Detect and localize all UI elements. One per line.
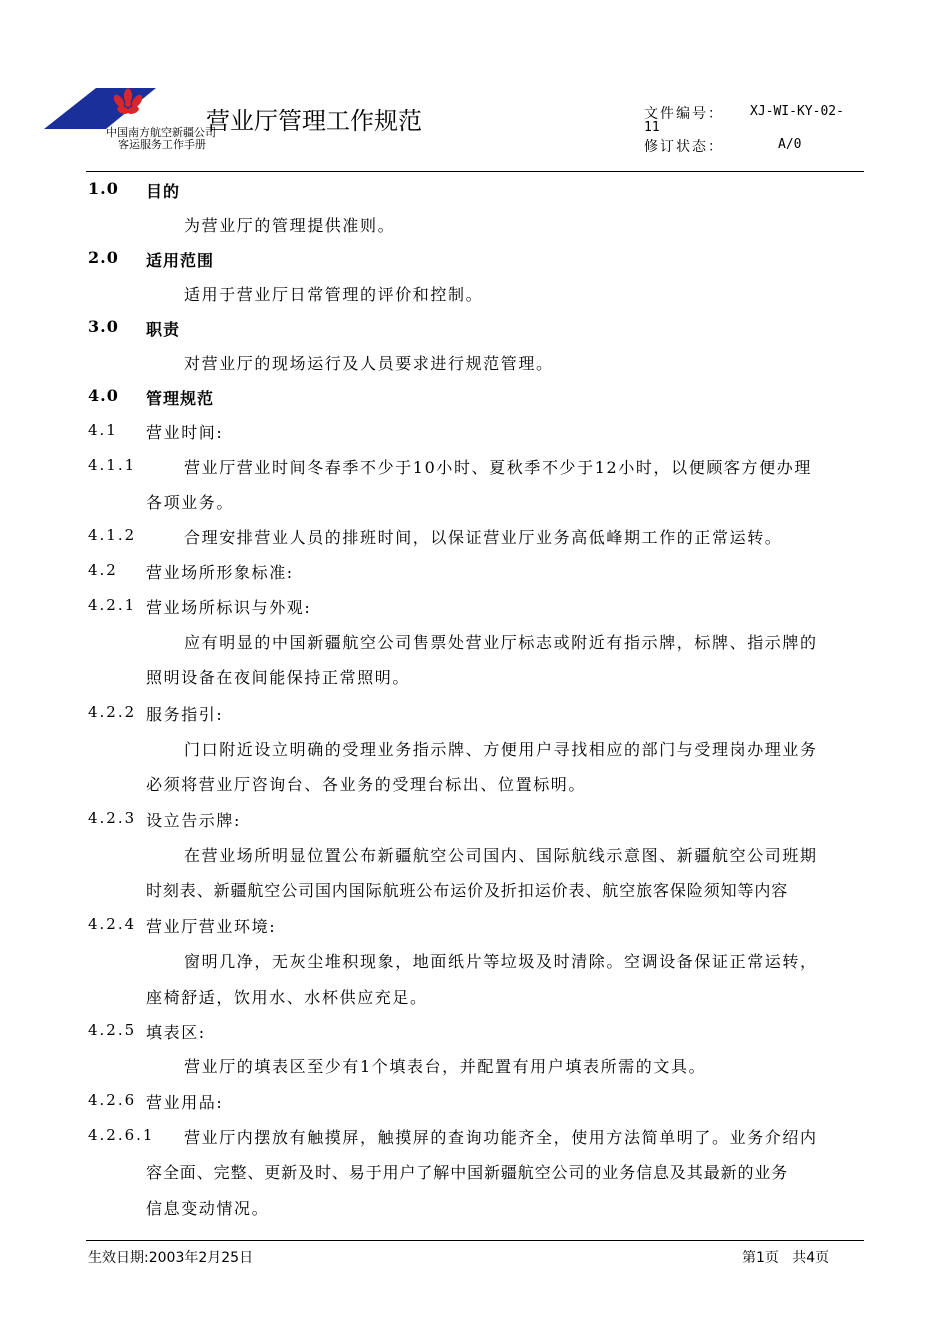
doc-number-continued: 11 xyxy=(644,120,660,135)
clause-title: 填表区: xyxy=(146,1023,206,1042)
company-name: 中国南方航空新疆公司 xyxy=(106,126,216,139)
page-title: 营业厅管理工作规范 xyxy=(206,107,422,135)
clause-title: 营业厅营业环境: xyxy=(146,917,277,936)
paragraph: 适用于营业厅日常管理的评价和控制。 xyxy=(184,285,484,304)
paragraph: 信息变动情况。 xyxy=(146,1199,270,1218)
header-divider xyxy=(86,171,864,172)
paragraph: 为营业厅的管理提供准则。 xyxy=(184,216,396,235)
clause-title: 营业场所标识与外观: xyxy=(146,598,312,617)
clause-number: 4.2 xyxy=(88,561,118,579)
doc-number-label: 文件编号： xyxy=(644,106,724,122)
section-title: 目的 xyxy=(146,182,181,201)
revision-label: 修订状态： xyxy=(644,139,724,155)
clause-title: 服务指引: xyxy=(146,705,224,724)
section-number: 4.0 xyxy=(88,386,119,405)
paragraph: 应有明显的中国新疆航空公司售票处营业厅标志或附近有指示牌，标牌、指示牌的 xyxy=(184,633,818,652)
section-title: 职责 xyxy=(146,320,181,339)
clause-title: 营业场所形象标准: xyxy=(146,563,294,582)
doc-number-value: XJ-WI-KY-02- xyxy=(750,104,844,119)
clause-number: 4.2.6.1 xyxy=(88,1126,155,1144)
clause-title: 营业时间: xyxy=(146,423,224,442)
section-number: 2.0 xyxy=(88,248,119,267)
paragraph: 容全面、完整、更新及时、易于用户了解中国新疆航空公司的业务信息及其最新的业务 xyxy=(146,1163,789,1182)
paragraph: 合理安排营业人员的排班时间，以保证营业厅业务高低峰期工作的正常运转。 xyxy=(184,528,783,547)
paragraph: 必须将营业厅咨询台、各业务的受理台标出、位置标明。 xyxy=(146,775,587,794)
clause-title: 营业用品: xyxy=(146,1093,224,1112)
paragraph: 在营业场所明显位置公布新疆航空公司国内、国际航线示意图、新疆航空公司班期 xyxy=(184,846,818,865)
clause-number: 4.1.2 xyxy=(88,526,137,544)
paragraph: 营业厅内摆放有触摸屏，触摸屏的查询功能齐全，使用方法简单明了。业务介绍内 xyxy=(184,1128,818,1147)
paragraph: 时刻表、新疆航空公司国内国际航班公布运价及折扣运价表、航空旅客保险须知等内容 xyxy=(146,881,789,900)
revision-value: A/0 xyxy=(778,137,802,152)
paragraph: 营业厅的填表区至少有1个填表台，并配置有用户填表所需的文具。 xyxy=(184,1057,707,1076)
paragraph: 对营业厅的现场运行及人员要求进行规范管理。 xyxy=(184,354,554,373)
section-title: 适用范围 xyxy=(146,251,215,270)
clause-number: 4.1.1 xyxy=(88,456,137,474)
clause-number: 4.2.1 xyxy=(88,596,137,614)
clause-number: 4.1 xyxy=(88,421,118,439)
clause-number: 4.2.4 xyxy=(88,915,137,933)
airline-logo-icon xyxy=(44,82,164,130)
paragraph: 照明设备在夜间能保持正常照明。 xyxy=(146,668,411,687)
paragraph: 门口附近设立明确的受理业务指示牌、方便用户寻找相应的部门与受理岗办理业务 xyxy=(184,740,818,759)
page-number: 第1页 共4页 xyxy=(742,1250,830,1266)
clause-title: 设立告示牌: xyxy=(146,811,241,830)
paragraph: 各项业务。 xyxy=(146,493,235,512)
section-number: 1.0 xyxy=(88,179,119,198)
clause-number: 4.2.3 xyxy=(88,809,137,827)
paragraph: 窗明几净，无灰尘堆积现象，地面纸片等垃圾及时清除。空调设备保证正常运转， xyxy=(184,952,818,971)
section-title: 管理规范 xyxy=(146,389,215,408)
paragraph: 座椅舒适，饮用水、水杯供应充足。 xyxy=(146,988,428,1007)
clause-number: 4.2.6 xyxy=(88,1091,137,1109)
clause-number: 4.2.2 xyxy=(88,703,137,721)
section-number: 3.0 xyxy=(88,317,119,336)
footer-divider xyxy=(86,1240,864,1241)
manual-name: 客运服务工作手册 xyxy=(118,138,206,151)
clause-number: 4.2.5 xyxy=(88,1021,137,1039)
paragraph: 营业厅营业时间冬春季不少于10小时、夏秋季不少于12小时，以便顾客方便办理 xyxy=(184,458,812,477)
effective-date: 生效日期:2003年2月25日 xyxy=(88,1250,254,1266)
